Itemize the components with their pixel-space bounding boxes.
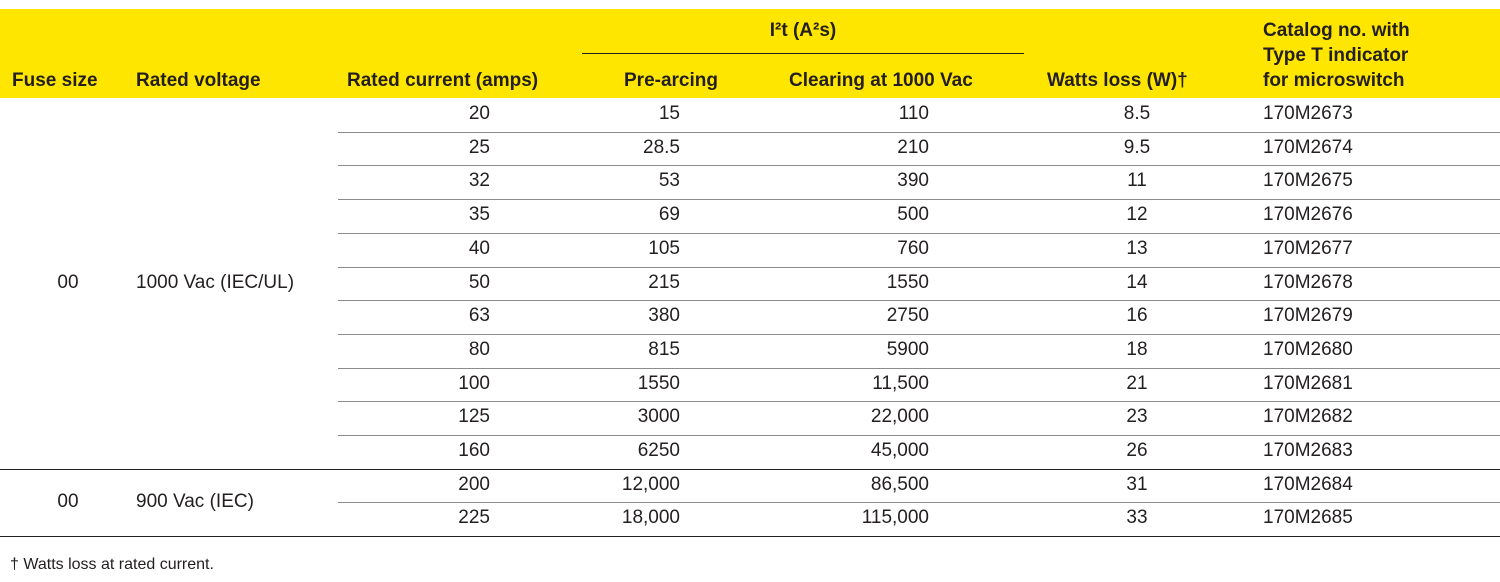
cell-catalog-no: 170M2679: [1263, 305, 1353, 327]
header-pre-arcing: Pre-arcing: [624, 70, 718, 91]
cell-watts-loss: 31: [1126, 473, 1148, 495]
cell-pre-arcing: 105: [648, 237, 680, 259]
cell-catalog-no: 170M2677: [1263, 237, 1353, 259]
cell-watts-loss: 9.5: [1123, 136, 1151, 158]
row-divider: [338, 233, 1500, 234]
cell-clearing: 115,000: [861, 507, 929, 529]
cell-fuse-size: 00: [57, 272, 79, 294]
table-header: [0, 9, 1500, 98]
cell-rated-current: 160: [458, 440, 490, 461]
cell-catalog-no: 170M2681: [1263, 372, 1353, 394]
header-clearing: Clearing at 1000 Vac: [789, 70, 973, 91]
header-i2t-group: I²t (A²s): [769, 20, 837, 41]
row-divider: [338, 502, 1500, 503]
i2t-group-rule: [582, 53, 1024, 54]
cell-rated-current: 25: [468, 136, 490, 158]
row-divider: [338, 165, 1500, 166]
cell-rated-current: 80: [468, 338, 490, 360]
cell-watts-loss: 26: [1126, 440, 1148, 461]
cell-rated-current: 100: [458, 372, 490, 394]
cell-catalog-no: 170M2682: [1263, 406, 1353, 428]
header-watts-loss: Watts loss (W)†: [1047, 70, 1188, 91]
cell-fuse-size: 00: [57, 491, 79, 513]
cell-clearing: 86,500: [870, 473, 929, 495]
cell-clearing: 2750: [886, 305, 929, 327]
cell-rated-current: 125: [458, 406, 490, 428]
cell-pre-arcing: 815: [648, 338, 680, 360]
cell-clearing: 22,000: [870, 406, 929, 428]
cell-pre-arcing: 15: [658, 103, 680, 124]
cell-watts-loss: 11: [1127, 170, 1147, 192]
cell-watts-loss: 16: [1126, 305, 1148, 327]
cell-catalog-no: 170M2683: [1263, 440, 1353, 461]
cell-clearing: 11,500: [872, 372, 929, 394]
row-divider: [338, 334, 1500, 335]
cell-watts-loss: 8.5: [1123, 103, 1151, 124]
cell-pre-arcing: 1550: [637, 372, 680, 394]
cell-clearing: 45,000: [870, 440, 929, 461]
cell-clearing: 1550: [886, 271, 929, 293]
cell-rated-current: 63: [468, 305, 490, 327]
cell-watts-loss: 14: [1126, 271, 1148, 293]
row-divider: [338, 435, 1500, 436]
header-catalog-line1: Catalog no. with: [1263, 20, 1410, 41]
cell-rated-current: 40: [468, 237, 490, 259]
footnote: † Watts loss at rated current.: [10, 556, 214, 573]
group-divider: [0, 469, 1500, 470]
cell-watts-loss: 21: [1126, 372, 1148, 394]
cell-catalog-no: 170M2680: [1263, 338, 1353, 360]
row-divider: [338, 300, 1500, 301]
cell-clearing: 760: [897, 237, 929, 259]
cell-pre-arcing: 215: [648, 271, 680, 293]
cell-catalog-no: 170M2673: [1263, 103, 1353, 124]
cell-watts-loss: 18: [1126, 338, 1148, 360]
cell-pre-arcing: 3000: [637, 406, 680, 428]
header-rated-current: Rated current (amps): [347, 70, 539, 91]
cell-pre-arcing: 6250: [637, 440, 680, 461]
row-divider: [338, 199, 1500, 200]
cell-rated-voltage: 900 Vac (IEC): [136, 491, 254, 513]
cell-pre-arcing: 53: [658, 170, 680, 192]
cell-clearing: 5900: [886, 338, 929, 360]
cell-catalog-no: 170M2674: [1263, 136, 1353, 158]
row-divider: [338, 132, 1500, 133]
cell-pre-arcing: 18,000: [621, 507, 680, 529]
row-divider: [338, 267, 1500, 268]
cell-watts-loss: 13: [1126, 237, 1148, 259]
cell-clearing: 210: [897, 136, 929, 158]
cell-rated-current: 200: [458, 473, 490, 495]
cell-catalog-no: 170M2684: [1263, 473, 1353, 495]
cell-rated-current: 50: [468, 271, 490, 293]
cell-watts-loss: 23: [1126, 406, 1148, 428]
cell-pre-arcing: 12,000: [621, 473, 680, 495]
cell-clearing: 110: [898, 103, 929, 124]
row-divider: [338, 368, 1500, 369]
cell-catalog-no: 170M2675: [1263, 170, 1353, 192]
cell-pre-arcing: 380: [648, 305, 680, 327]
cell-clearing: 390: [897, 170, 929, 192]
cell-rated-voltage: 1000 Vac (IEC/UL): [136, 272, 295, 294]
cell-rated-current: 20: [468, 103, 490, 124]
cell-catalog-no: 170M2676: [1263, 204, 1353, 226]
cell-catalog-no: 170M2685: [1263, 507, 1353, 529]
header-catalog-line2: Type T indicator: [1263, 45, 1409, 66]
group-divider: [0, 536, 1500, 537]
cell-catalog-no: 170M2678: [1263, 271, 1353, 293]
row-divider: [338, 401, 1500, 402]
cell-watts-loss: 12: [1126, 204, 1148, 226]
cell-watts-loss: 33: [1126, 507, 1148, 529]
header-fuse-size: Fuse size: [12, 70, 98, 91]
cell-pre-arcing: 28.5: [643, 136, 680, 158]
cell-rated-current: 35: [468, 204, 490, 226]
cell-rated-current: 225: [458, 507, 490, 529]
cell-clearing: 500: [897, 204, 929, 226]
header-rated-voltage: Rated voltage: [136, 70, 261, 91]
cell-rated-current: 32: [468, 170, 490, 192]
header-catalog-line3: for microswitch: [1263, 70, 1405, 91]
cell-pre-arcing: 69: [658, 204, 680, 226]
